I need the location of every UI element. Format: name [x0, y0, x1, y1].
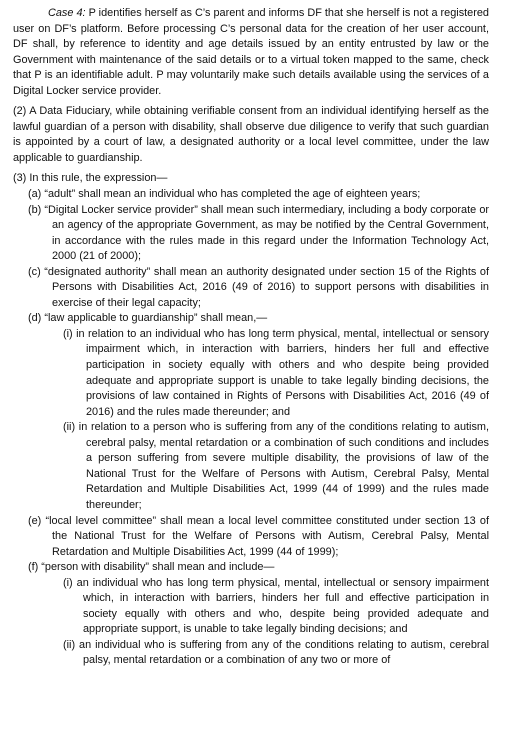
clause-d-ii: (ii) in relation to a person who is suffering from any of the conditions relating to autism, cerebral palsy, mental retardation or a combination of such conditions and includes a person suffering from severe multiple disability, the provisions of law of the National Trust for the Welfare of Persons with Autism, Cerebral Palsy, Mental Retardation and Multiple Disabilities Act, 1999 (44 of 1999) and the rules made thereunder;	[63, 421, 489, 511]
document-page	[13, 6, 489, 669]
clause-a: (a) “adult” shall mean an individual who has completed the age of eighteen years;	[28, 188, 421, 201]
clause-f-i: (i) an individual who has long term physical, mental, intellectual or sensory impairment which, in interaction with barriers, hinders her full and effective participation in society equally with others and who, despite being provided adequate and appropriate support, is unable to take legally binding decisions; and	[63, 576, 489, 636]
case-4-label: Case 4:	[48, 7, 86, 19]
clause-f: (f) “person with disability” shall mean and include—	[28, 561, 275, 574]
clause-c: (c) “designated authority” shall mean an authority designated under section 15 of the Rights of Persons with Disabilities Act, 2016 (49 of 2016) to support persons with disabilities in exercise of their legal capacity;	[28, 265, 489, 309]
clause-e: (e) “local level committee” shall mean a local level committee constituted under section 13 of the National Trust for the Welfare of Persons with Autism, Cerebral Palsy, Mental Retardation and Multiple Disabilities Act, 1999 (44 of 1999);	[28, 514, 489, 558]
case-4-text: P identifies herself as C’s parent and informs DF that she herself is not a registered user on DF’s platform. Before processing C’s personal data for the creation of her user account, DF shall, by reference to identity and age details issued by an entity entrusted by law or the Government with maintenance of the said details or to a virtual token mapped to the same, check that P is an identifiable adult. P may voluntarily make such details available using the services of a Digital Locker service provider.	[13, 7, 489, 97]
clause-b: (b) “Digital Locker service provider” shall mean such intermediary, including a body corporate or an agency of the appropriate Government, as may be notified by the Central Government, in accordance with the rules made in this regard under the Information Technology Act, 2000 (21 of 2000);	[28, 203, 489, 263]
clause-d: (d) “law applicable to guardianship” shall mean,—	[28, 312, 268, 325]
subrule-3-intro: (3) In this rule, the expression—	[13, 172, 168, 185]
clause-d-i: (i) in relation to an individual who has long term physical, mental, intellectual or sensory impairment which, in interaction with barriers, hinders her full and effective participation in society equally with others and who despite being provided adequate and appropriate support is unable to take legally binding decisions, the provisions of law contained in Rights of Persons with Disabilities Act, 2016 (49 of 2016) and the rules made thereunder; and	[63, 327, 489, 418]
subrule-2-paragraph: (2) A Data Fiduciary, while obtaining verifiable consent from an individual identifying herself as the lawful guardian of a person with disability, shall observe due diligence to verify that such guardian is appointed by a court of law, a designated authority or a local level committee, under the law applicable to guardianship.	[13, 105, 489, 164]
case-4-paragraph	[13, 6, 489, 99]
clause-f-ii: (ii) an individual who is suffering from any of the conditions relating to autism, cerebral palsy, mental retardation or a combination of any two or more of	[63, 638, 489, 667]
